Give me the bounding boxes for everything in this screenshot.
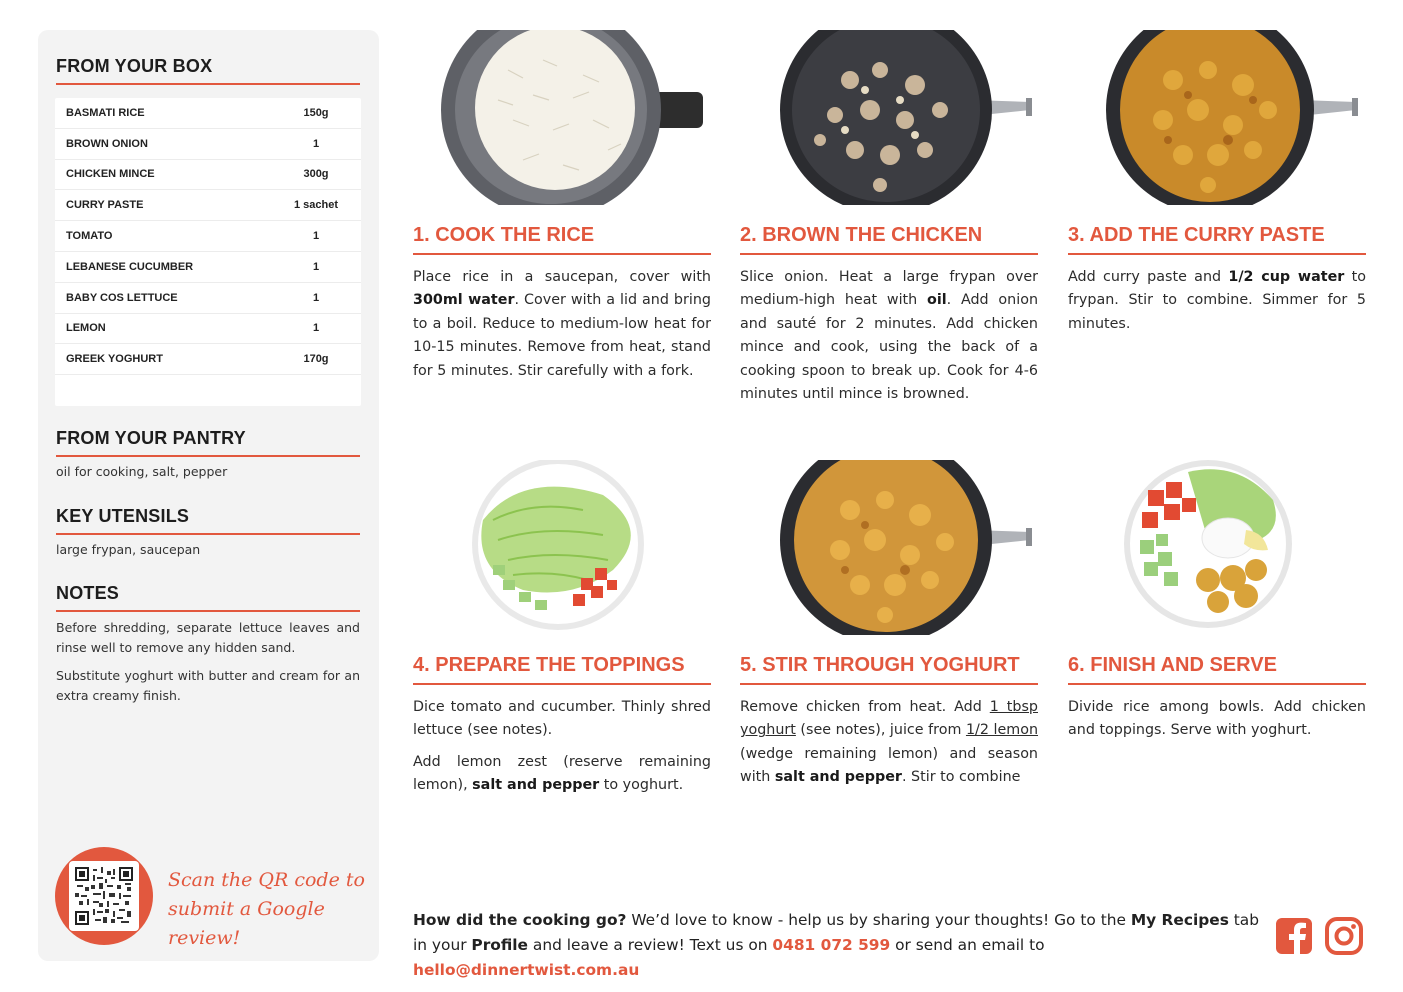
step-4-title: 4. PREPARE THE TOPPINGS: [413, 654, 711, 685]
ingredients-sidebar: [38, 30, 379, 961]
phone-link[interactable]: 0481 072 599: [772, 936, 891, 954]
ingredient-qty: 170g: [303, 353, 329, 366]
step-2-title: 2. BROWN THE CHICKEN: [740, 224, 1038, 255]
ingredient-name: LEBANESE CUCUMBER: [66, 260, 194, 273]
footer-lead: How did the cooking go?: [413, 911, 627, 929]
ingredients-table: [55, 98, 361, 406]
ingredient-name: LEMON: [66, 322, 106, 335]
ingredient-name: CHICKEN MINCE: [66, 168, 155, 181]
step-3-text: Add curry paste and 1/2 cup water to frypan. Stir to combine. Simmer for 5 minutes.: [1068, 269, 1366, 332]
ingredient-qty: 1: [312, 322, 320, 335]
ingredient-qty: 150g: [303, 106, 329, 119]
key-utensils-heading: KEY UTENSILS: [56, 506, 360, 535]
my-recipes-text: My Recipes: [1130, 911, 1229, 929]
notes-heading: NOTES: [56, 583, 360, 612]
curry-chicken-pan-photo: [1068, 30, 1366, 205]
ingredient-name: BASMATI RICE: [66, 106, 145, 119]
table-row: [55, 98, 361, 129]
step-1-text: Place rice in a saucepan, cover with 300ml water. Cover with a lid and bring to a boil. Reduce to medium-low heat for 10-15 minutes. Remove from heat, stand for 5 minutes. Stir carefully with a fork.: [413, 269, 711, 379]
facebook-icon[interactable]: [1275, 917, 1313, 955]
browning-chicken-photo: [740, 30, 1038, 205]
ingredient-name: BABY COS LETTUCE: [66, 291, 178, 304]
note-item: Substitute yoghurt with butter and cream for an extra creamy finish.: [56, 668, 360, 703]
served-bowl-photo: [1068, 460, 1366, 635]
ingredient-qty: 300g: [303, 168, 329, 181]
table-row: [55, 283, 361, 314]
instagram-icon[interactable]: [1325, 917, 1363, 955]
step-2-text: Slice onion. Heat a large frypan over medium-high heat with oil. Add onion and sauté for 2 minutes. Add chicken mince and cook, using the back of a cooking spoon to break up. Cook for 4-6 minutes until mince is browned.: [740, 269, 1039, 403]
ingredient-name: GREEK YOGHURT: [66, 353, 163, 366]
table-row: [55, 190, 361, 221]
utensils-text: large frypan, saucepan: [56, 542, 201, 557]
qr-caption-line: submit a Google review!: [168, 898, 325, 949]
email-link[interactable]: hello@dinnertwist.com.au: [413, 961, 640, 979]
qr-caption-line: Scan the QR code to: [168, 869, 365, 891]
table-row: [55, 252, 361, 283]
table-row: [55, 129, 361, 160]
ingredient-qty: 1: [312, 137, 320, 150]
ingredient-name: TOMATO: [66, 230, 113, 243]
toppings-plate-photo: [413, 460, 711, 635]
step-5-text: Remove chicken from heat. Add 1 tbsp yoghurt (see notes), juice from 1/2 lemon (wedge remaining lemon) and season with salt and pepper. Stir to combine: [740, 699, 1039, 786]
step-3-title: 3. ADD THE CURRY PASTE: [1068, 224, 1366, 255]
qr-code-icon[interactable]: [69, 861, 139, 931]
ingredient-name: CURRY PASTE: [66, 199, 144, 212]
step-5-title: 5. STIR THROUGH YOGHURT: [740, 654, 1038, 685]
ingredient-qty: 1 sachet: [293, 199, 339, 212]
step-6-title: 6. FINISH AND SERVE: [1068, 654, 1366, 685]
qr-badge[interactable]: [55, 847, 153, 945]
ingredient-qty: 1: [312, 230, 320, 243]
table-row: [55, 344, 361, 375]
rice-in-saucepan-photo: [413, 30, 711, 205]
step-4-text: Dice tomato and cucumber. Thinly shred lettuce (see notes). Add lemon zest (reserve remaining lemon), salt and pepper to yoghurt.: [413, 699, 711, 794]
from-your-box-heading: FROM YOUR BOX: [56, 56, 360, 85]
step-6-text: Divide rice among bowls. Add chicken and toppings. Serve with yoghurt.: [1068, 699, 1366, 739]
from-your-pantry-heading: FROM YOUR PANTRY: [56, 428, 360, 457]
pantry-text: oil for cooking, salt, pepper: [56, 464, 228, 479]
ingredient-qty: 1: [312, 291, 320, 304]
ingredient-name: BROWN ONION: [66, 137, 148, 150]
table-row: [55, 160, 361, 191]
profile-text: Profile: [471, 936, 528, 954]
table-row: [55, 221, 361, 252]
feedback-footer: How did the cooking go? We’d love to know - help us by sharing your thoughts! Go to the My Recipes tab in your Profile and leave a review! Text us on 0481 072 599 or send an email to hello@dinnertwist.com.au: [413, 911, 1259, 979]
ingredient-qty: 1: [312, 260, 320, 273]
step-1-title: 1. COOK THE RICE: [413, 224, 711, 255]
note-item: Before shredding, separate lettuce leaves and rinse well to remove any hidden sand.: [56, 620, 360, 655]
qr-caption: [168, 866, 368, 953]
table-row: [55, 314, 361, 345]
yoghurt-curry-pan-photo: [740, 460, 1038, 635]
